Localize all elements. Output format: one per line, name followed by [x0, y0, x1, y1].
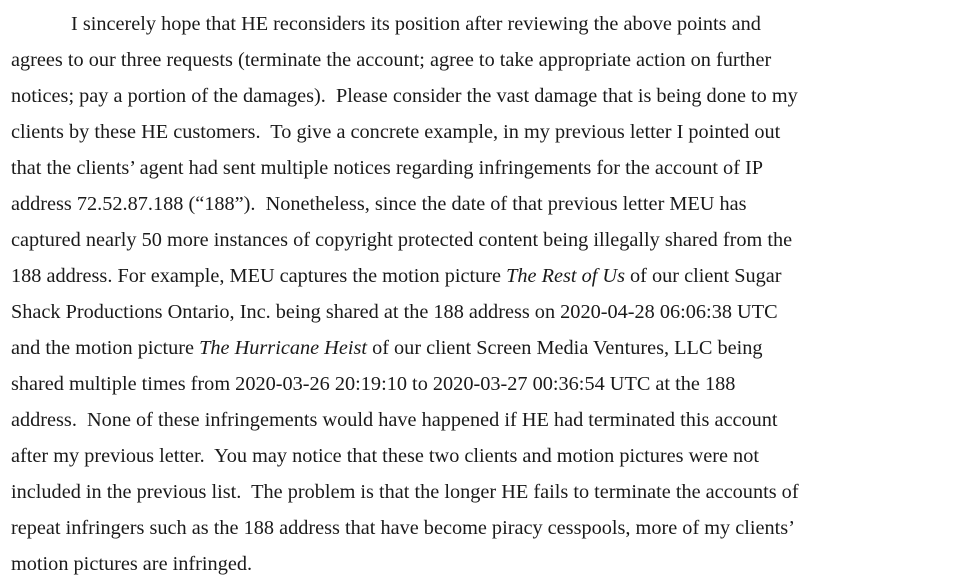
text-segment: address. None of these infringements would have happened if HE had terminated this account	[11, 409, 778, 431]
text-segment: after my previous letter. You may notice that these two clients and motion pictures were not	[11, 445, 759, 467]
text-segment: motion pictures are infringed.	[11, 553, 253, 575]
text-line	[11, 330, 951, 366]
text-line	[11, 438, 951, 474]
text-line	[11, 366, 951, 402]
text-line	[11, 474, 951, 510]
text-segment: address 72.52.87.188 (“188”). Nonetheless, since the date of that previous letter MEU has	[11, 193, 747, 215]
text-segment: of our client Sugar	[624, 265, 782, 287]
text-line	[11, 294, 951, 330]
motion-picture-title: The Hurricane Heist	[199, 337, 367, 359]
text-segment: notices; pay a portion of the damages). Please consider the vast damage that is being done to my	[11, 85, 798, 107]
text-line	[11, 510, 951, 546]
text-line	[11, 150, 951, 186]
text-segment: clients by these HE customers. To give a concrete example, in my previous letter I pointed out	[11, 121, 781, 143]
text-line	[11, 258, 951, 294]
text-line	[11, 42, 951, 78]
text-line	[11, 222, 951, 258]
text-segment: Shack Productions Ontario, Inc. being shared at the 188 address on 2020-04-28 06:06:38 UTC	[11, 301, 778, 323]
text-segment: I sincerely hope that HE reconsiders its position after reviewing the above points and	[71, 13, 761, 35]
text-segment: that the clients’ agent had sent multiple notices regarding infringements for the account of IP	[11, 157, 764, 179]
text-line	[11, 78, 951, 114]
text-segment: included in the previous list. The problem is that the longer HE fails to terminate the accounts of	[11, 481, 799, 503]
motion-picture-title: The Rest of Us	[506, 265, 625, 287]
text-line	[11, 114, 951, 150]
text-segment: 188 address. For example, MEU captures the motion picture	[11, 265, 507, 287]
text-line	[11, 186, 951, 222]
text-line	[11, 6, 951, 42]
text-segment: and the motion picture	[11, 337, 200, 359]
text-line	[11, 546, 951, 582]
text-segment: repeat infringers such as the 188 address that have become piracy cesspools, more of my clients’	[11, 517, 795, 539]
text-segment: captured nearly 50 more instances of copyright protected content being illegally shared from the	[11, 229, 793, 251]
text-segment: agrees to our three requests (terminate the account; agree to take appropriate action on further	[11, 49, 772, 71]
text-line	[11, 402, 951, 438]
document-page	[11, 6, 951, 582]
body-paragraph	[11, 6, 951, 582]
text-segment: of our client Screen Media Ventures, LLC being	[367, 337, 763, 359]
text-segment: shared multiple times from 2020-03-26 20:19:10 to 2020-03-27 00:36:54 UTC at the 188	[11, 373, 736, 395]
